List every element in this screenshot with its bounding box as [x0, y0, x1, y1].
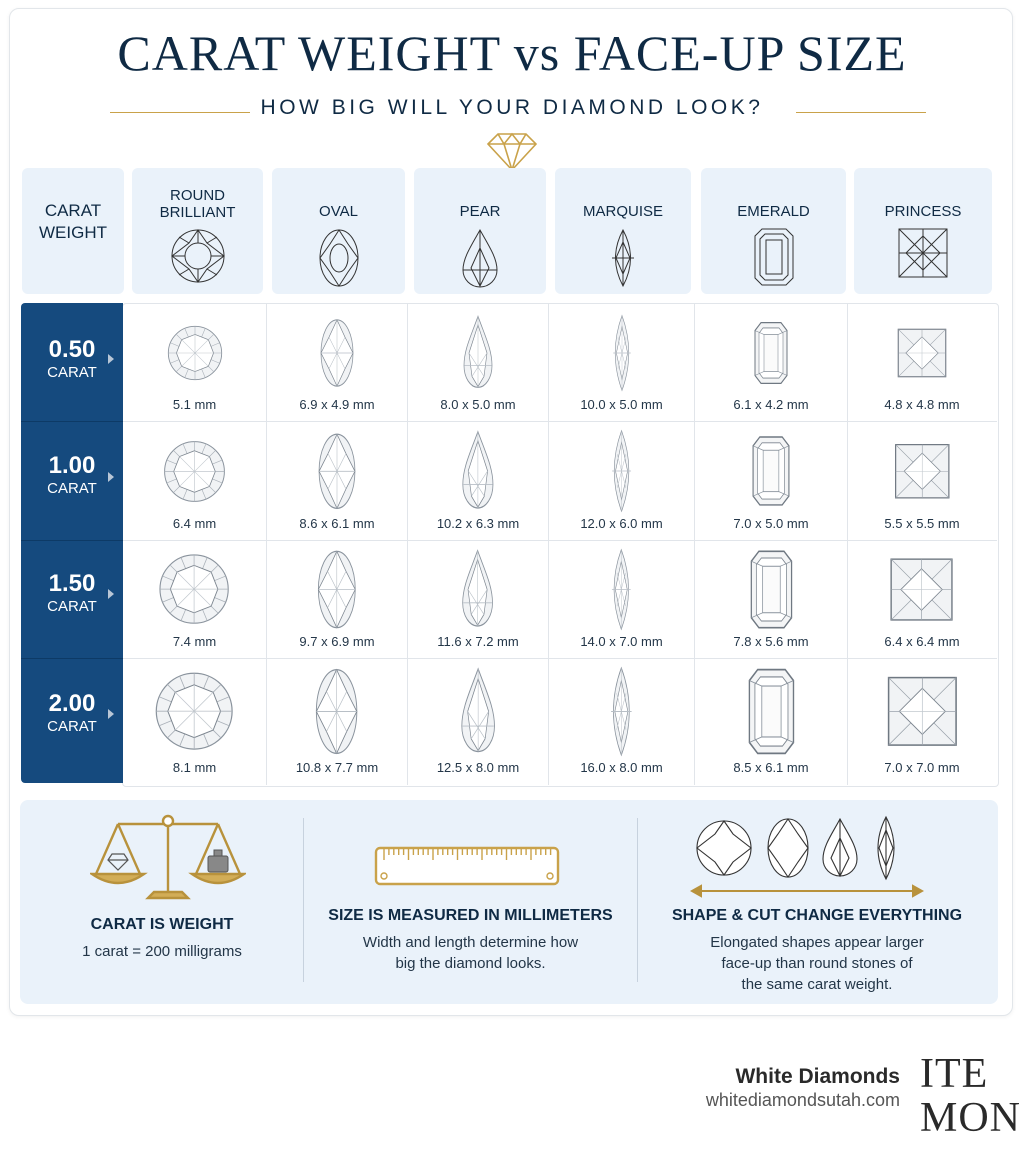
- carat-value: 1.50: [48, 570, 96, 597]
- emerald-diamond-icon: [743, 434, 799, 508]
- diamond-cell: [549, 304, 694, 421]
- shape-text-line: the same carat weight.: [741, 976, 893, 993]
- size-title: SIZE IS MEASURED IN MILLIMETERS: [328, 907, 613, 924]
- pear-diamond-icon: [451, 429, 505, 513]
- diamond-cell: [408, 541, 548, 658]
- header-weight-label: WEIGHT: [39, 223, 107, 242]
- carat-value: 0.50: [48, 336, 96, 363]
- header-emerald: [701, 168, 846, 294]
- size-mm-label: 12.0 x 6.0 mm: [580, 516, 663, 531]
- carat-divider: [21, 421, 123, 422]
- row-arrow-icon: [108, 589, 114, 599]
- round-diamond-icon: [157, 552, 231, 626]
- title-rule-right: [796, 112, 926, 113]
- header-shape-label-2: BRILLIANT: [159, 204, 236, 221]
- diamond-cell: [408, 422, 548, 540]
- round-diamond-icon: [166, 324, 224, 382]
- marquise-diamond-icon: [598, 666, 645, 757]
- round-icon: [170, 228, 226, 284]
- header-pear: [414, 168, 546, 294]
- size-mm-label: 4.8 x 4.8 mm: [884, 397, 960, 412]
- size-mm-label: 8.6 x 6.1 mm: [299, 516, 375, 531]
- pear-diamond-icon: [453, 314, 503, 392]
- header-shape-label: PEAR: [459, 203, 501, 220]
- size-mm-label: 9.7 x 6.9 mm: [299, 634, 375, 649]
- princess-diamond-icon: [884, 673, 961, 750]
- size-mm-label: 11.6 x 7.2 mm: [437, 634, 519, 649]
- size-mm-label: 16.0 x 8.0 mm: [580, 760, 663, 775]
- shape-text: [637, 932, 997, 995]
- diamond-cell: [267, 422, 407, 540]
- diamond-cell: [695, 659, 847, 784]
- size-text-line: big the diamond looks.: [395, 955, 546, 972]
- header-shape-label: OVAL: [319, 203, 358, 220]
- pear-diamond-icon: [451, 548, 504, 631]
- princess-icon: [898, 228, 948, 278]
- diamond-cell: [549, 541, 694, 658]
- diamond-cell: [123, 541, 266, 658]
- round-diamond-icon: [162, 439, 227, 504]
- carat-divider: [21, 540, 123, 541]
- shape-text-line: Elongated shapes appear larger: [710, 934, 924, 951]
- pear-diamond-icon: [449, 666, 507, 757]
- emerald-icon: [754, 228, 794, 286]
- oval-diamond-icon: [309, 431, 365, 512]
- size-mm-label: 10.2 x 6.3 mm: [436, 516, 520, 531]
- shapes-icon: [690, 814, 924, 900]
- size-mm-label: 8.5 x 6.1 mm: [733, 760, 809, 775]
- size-mm-label: 6.9 x 4.9 mm: [299, 397, 375, 412]
- header-marquise: [555, 168, 691, 294]
- carat-value: 1.00: [48, 452, 96, 479]
- carat-unit: CARAT: [47, 364, 97, 381]
- watermark-text: ITE: [920, 1051, 989, 1097]
- diamond-cell: [123, 659, 266, 784]
- diamond-cell: [123, 422, 266, 540]
- diamond-cell: [695, 422, 847, 540]
- diamond-cell: [848, 541, 996, 658]
- size-text: [304, 932, 637, 974]
- diamond-cell: [123, 304, 266, 421]
- shape-text-line: face-up than round stones of: [721, 955, 913, 972]
- size-mm-label: 7.0 x 5.0 mm: [733, 516, 809, 531]
- header-shape-label: ROUND: [170, 187, 225, 204]
- diamond-cell: [549, 422, 694, 540]
- brand-website[interactable]: whitediamondsutah.com: [705, 1090, 900, 1110]
- diamond-cell: [408, 659, 548, 784]
- carat-unit: CARAT: [47, 480, 97, 497]
- diamond-cell: [848, 659, 996, 784]
- carat-divider: [21, 658, 123, 659]
- header-shape-label: PRINCESS: [884, 203, 962, 220]
- princess-diamond-icon: [895, 326, 949, 380]
- oval-diamond-icon: [305, 666, 368, 757]
- emerald-diamond-icon: [746, 320, 796, 386]
- princess-diamond-icon: [887, 555, 956, 624]
- carat-unit: CARAT: [47, 598, 97, 615]
- weight-text: 1 carat = 200 milligrams: [82, 943, 242, 960]
- page-subtitle: HOW BIG WILL YOUR DIAMOND LOOK?: [260, 96, 764, 119]
- brand-name: White Diamonds: [735, 1065, 900, 1088]
- diamond-icon: [486, 132, 538, 172]
- row-arrow-icon: [108, 472, 114, 482]
- size-mm-label: 7.8 x 5.6 mm: [733, 634, 809, 649]
- weight-title: CARAT IS WEIGHT: [90, 916, 234, 933]
- row-arrow-icon: [108, 709, 114, 719]
- oval-icon: [318, 228, 360, 288]
- header-princess: [854, 168, 992, 294]
- scale-icon: [90, 812, 246, 904]
- round-diamond-icon: [153, 670, 235, 752]
- size-mm-label: 12.5 x 8.0 mm: [436, 760, 520, 775]
- diamond-cell: [695, 541, 847, 658]
- shape-title: SHAPE & CUT CHANGE EVERYTHING: [671, 907, 963, 924]
- header-oval: [272, 168, 405, 294]
- marquise-diamond-icon: [600, 429, 643, 513]
- header-carat-label: CARAT: [44, 201, 102, 220]
- size-mm-label: 8.0 x 5.0 mm: [440, 397, 516, 412]
- size-mm-label: 6.1 x 4.2 mm: [733, 397, 809, 412]
- size-mm-label: 10.0 x 5.0 mm: [580, 397, 663, 412]
- diamond-cell: [267, 659, 407, 784]
- watermark-text: MON: [920, 1095, 1022, 1141]
- oval-diamond-icon: [308, 548, 366, 631]
- size-mm-label: 10.8 x 7.7 mm: [295, 760, 379, 775]
- marquise-icon: [608, 228, 638, 288]
- page-title: CARAT WEIGHT vs FACE-UP SIZE: [117, 25, 907, 81]
- emerald-diamond-icon: [740, 548, 803, 631]
- carat-value: 2.00: [48, 690, 96, 717]
- pear-icon: [461, 228, 499, 288]
- size-mm-label: 5.5 x 5.5 mm: [884, 516, 960, 531]
- size-mm-label: 7.4 mm: [172, 634, 217, 649]
- row-arrow-icon: [108, 354, 114, 364]
- diamond-cell: [408, 304, 548, 421]
- ruler-icon: [374, 846, 560, 886]
- marquise-diamond-icon: [600, 548, 643, 631]
- princess-diamond-icon: [892, 441, 953, 502]
- header-carat-weight: [22, 168, 124, 294]
- diamond-cell: [848, 304, 996, 421]
- size-mm-label: 14.0 x 7.0 mm: [580, 634, 663, 649]
- diamond-cell: [695, 304, 847, 421]
- diamond-cell: [267, 541, 407, 658]
- header-shape-label: EMERALD: [737, 203, 810, 220]
- header-shape-label: MARQUISE: [582, 203, 663, 220]
- size-mm-label: 6.4 x 6.4 mm: [884, 634, 960, 649]
- size-text-line: Width and length determine how: [362, 934, 579, 951]
- emerald-diamond-icon: [737, 666, 806, 757]
- size-mm-label: 7.0 x 7.0 mm: [884, 760, 960, 775]
- oval-diamond-icon: [312, 317, 362, 389]
- size-mm-label: 5.1 mm: [172, 397, 217, 412]
- diamond-cell: [549, 659, 694, 784]
- size-mm-label: 8.1 mm: [172, 760, 217, 775]
- carat-unit: CARAT: [47, 718, 97, 735]
- diamond-cell: [848, 422, 996, 540]
- marquise-diamond-icon: [602, 314, 642, 392]
- size-mm-label: 6.4 mm: [172, 516, 217, 531]
- diamond-cell: [267, 304, 407, 421]
- header-round-brilliant: [132, 168, 263, 294]
